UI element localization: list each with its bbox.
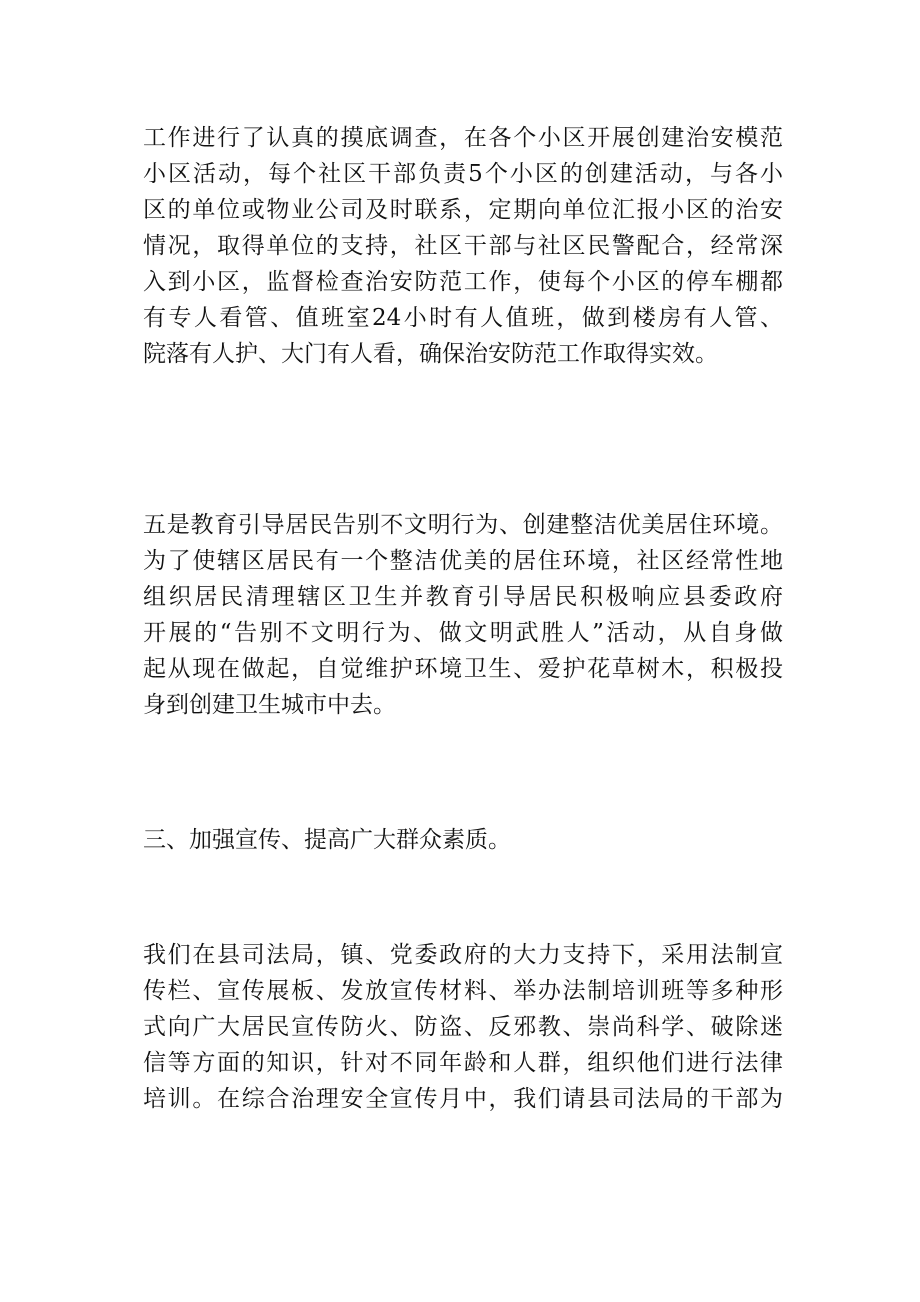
text-line: 区的单位或物业公司及时联系，定期向单位汇报小区的治安 bbox=[143, 197, 783, 223]
text-line: 组织居民清理辖区卫生并教育引导居民积极响应县委政府 bbox=[143, 584, 783, 610]
text-line: 院落有人护、大门有人看，确保治安防范工作取得实效。 bbox=[143, 341, 718, 367]
text-line: 有专人看管、值班室24小时有人值班，做到楼房有人管、 bbox=[143, 305, 783, 331]
text-line: 培训。在综合治理安全宣传月中，我们请县司法局的干部为 bbox=[143, 1086, 783, 1112]
text-line: 传栏、宣传展板、发放宣传材料、举办法制培训班等多种形 bbox=[143, 978, 783, 1004]
section-heading bbox=[143, 822, 783, 858]
text-line: 我们在县司法局，镇、党委政府的大力支持下，采用法制宣 bbox=[143, 942, 783, 968]
text-line: 起从现在做起，自觉维护环境卫生、爱护花草树木，积极投 bbox=[143, 656, 783, 682]
heading-line: 三、加强宣传、提高广大群众素质。 bbox=[143, 827, 511, 853]
paragraph-security-survey bbox=[143, 120, 783, 372]
text-line: 情况，取得单位的支持，社区干部与社区民警配合，经常深 bbox=[143, 233, 783, 259]
text-line: 开展的“告别不文明行为、做文明武胜人”活动，从自身做 bbox=[143, 620, 783, 646]
text-line: 式向广大居民宣传防火、防盗、反邪教、崇尚科学、破除迷 bbox=[143, 1014, 783, 1040]
text-line: 为了使辖区居民有一个整洁优美的居住环境，社区经常性地 bbox=[143, 548, 783, 574]
text-line: 工作进行了认真的摸底调查，在各个小区开展创建治安模范 bbox=[143, 125, 783, 151]
paragraph-civilized-behavior bbox=[143, 507, 783, 723]
text-line: 五是教育引导居民告别不文明行为、创建整洁优美居住环境。 bbox=[143, 512, 783, 538]
text-line: 小区活动，每个社区干部负责5个小区的创建活动，与各小 bbox=[143, 161, 783, 187]
text-line: 入到小区，监督检查治安防范工作，使每个小区的停车棚都 bbox=[143, 269, 783, 295]
paragraph-legal-publicity bbox=[143, 937, 783, 1117]
text-line: 身到创建卫生城市中去。 bbox=[143, 692, 396, 718]
text-line: 信等方面的知识，针对不同年龄和人群，组织他们进行法律 bbox=[143, 1050, 783, 1076]
